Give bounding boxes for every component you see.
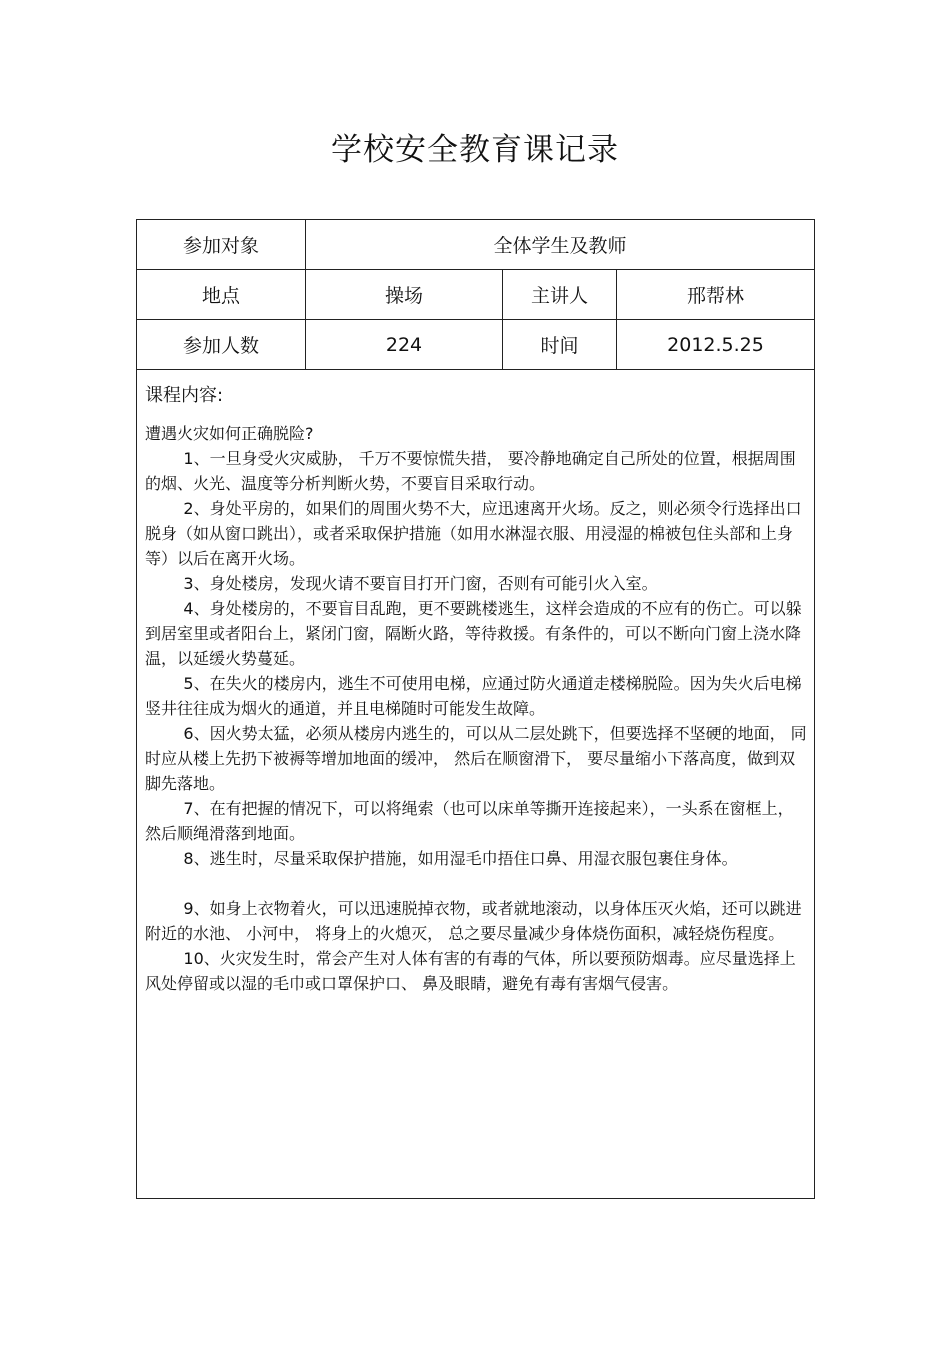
location-label: 地点 [137,270,306,320]
content-paragraph-2: 2、身处平房的，如果们的周围火势不大，应迅速离开火场。反之，则必须令行选择出口脱身（如从窗口跳出），或者采取保护措施（如用水淋湿衣服、用浸湿的棉被包住头部和上身等）以后在离开火场。 [145,499,802,568]
content-heading: 课程内容: [145,385,224,406]
content-paragraph-4: 4、身处楼房的，不要盲目乱跑，更不要跳楼逃生，这样会造成的不应有的伤亡。可以躲到居室里或者阳台上，紧闭门窗，隔断火路，等待救援。有条件的，可以不断向门窗上浇水降温，以延缓火势蔓延。 [145,599,802,668]
content-paragraph-9: 9、如身上衣物着火，可以迅速脱掉衣物，或者就地滚动，以身体压灭火焰，还可以跳进附近的水池、 小河中， 将身上的火熄灭， 总之要尽量减少身体烧伤面积，减轻烧伤程度。 [145,899,802,943]
time-label: 时间 [503,320,617,370]
content-paragraph-3: 3、身处楼房，发现火请不要盲目打开门窗，否则有可能引火入室。 [183,574,658,593]
content-row [137,370,815,1199]
content-paragraph-6: 6、因火势太猛，必须从楼房内逃生的，可以从二层处跳下，但要选择不坚硬的地面， 同时应从楼上先扔下被褥等增加地面的缓冲， 然后在顺窗滑下， 要尽量缩小下落高度，做到双脚先落地。 [145,724,807,793]
content-paragraph-8: 8、逃生时，尽量采取保护措施，如用湿毛巾捂住口鼻、用湿衣服包裹住身体。 [183,849,738,868]
time-value: 2012.5.25 [617,320,815,370]
record-table [136,219,815,1199]
page-title: 学校安全教育课记录 [331,132,619,168]
participants-label: 参加对象 [137,220,306,270]
content-question: 遭遇火灾如何正确脱险? [145,424,314,443]
participants-value: 全体学生及教师 [306,220,815,270]
speaker-label: 主讲人 [503,270,617,320]
count-value: 224 [306,320,503,370]
participants-row [137,220,815,270]
speaker-value: 邢帮林 [617,270,815,320]
content-paragraph-10: 10、火灾发生时，常会产生对人体有害的有毒的气体，所以要预防烟毒。应尽量选择上风处停留或以湿的毛巾或口罩保护口、 鼻及眼睛，避免有毒有害烟气侵害。 [145,949,796,993]
content-paragraph-1: 1、一旦身受火灾威胁， 千万不要惊慌失措， 要冷静地确定自己所处的位置，根据周围的烟、火光、温度等分析判断火势，不要盲目采取行动。 [145,449,796,493]
count-label: 参加人数 [137,320,306,370]
content-cell [137,370,815,1199]
count-row [137,320,815,370]
content-paragraph-5: 5、在失火的楼房内，逃生不可使用电梯，应通过防火通道走楼梯脱险。因为失火后电梯竖井往往成为烟火的通道，并且电梯随时可能发生故障。 [145,674,802,718]
location-row [137,270,815,320]
content-paragraph-7: 7、在有把握的情况下，可以将绳索（也可以床单等撕开连接起来），一头系在窗框上，然后顺绳滑落到地面。 [145,799,794,843]
location-value: 操场 [306,270,503,320]
